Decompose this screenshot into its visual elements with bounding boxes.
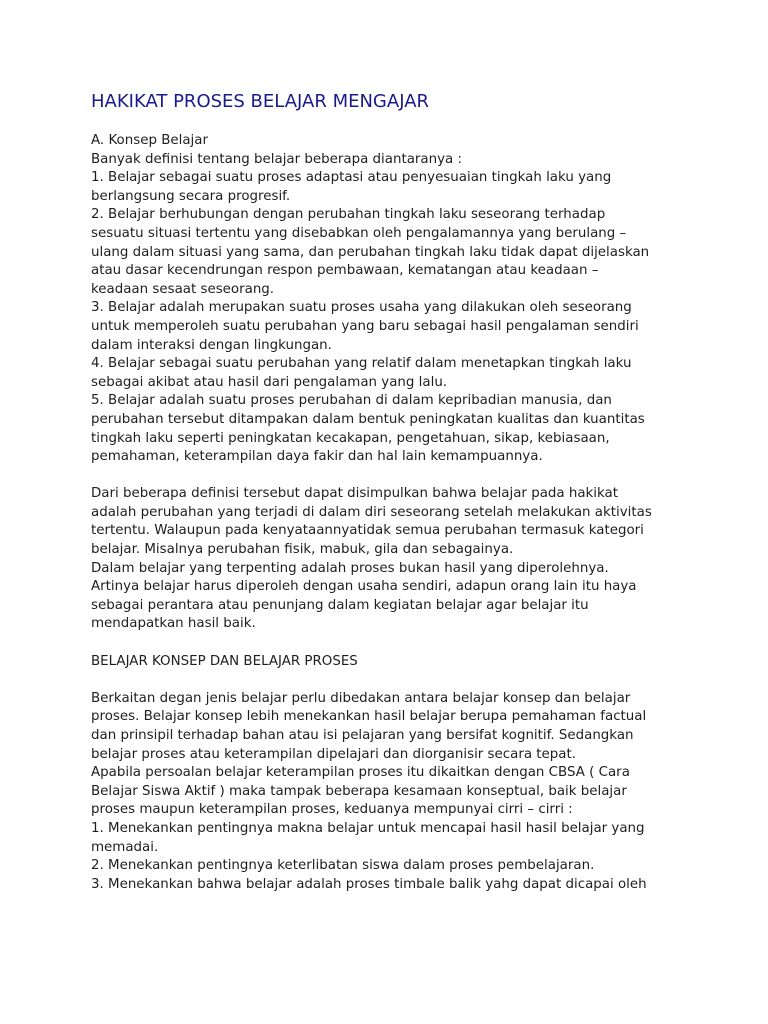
paragraph-line: belajar. Misalnya perubahan fisik, mabuk, gila dan sebagainya. xyxy=(91,542,514,558)
section-heading: BELAJAR KONSEP DAN BELAJAR PROSES xyxy=(91,653,358,669)
paragraph-line: sebagai perantara atau penunjang dalam kegiatan belajar agar belajar itu xyxy=(91,597,589,613)
paragraph-line: ulang dalam situasi yang sama, dan perubahan tingkah laku tidak dapat dijelaskan xyxy=(91,244,650,260)
paragraph-line: Belajar Siswa Aktif ) maka tampak beberapa kesamaan konseptual, baik belajar xyxy=(91,783,627,799)
paragraph-line: 1. Menekankan pentingnya makna belajar untuk mencapai hasil hasil belajar yang xyxy=(91,820,645,836)
paragraph-line: 2. Belajar berhubungan dengan perubahan tingkah laku seseorang terhadap xyxy=(91,207,606,223)
paragraph-line: tingkah laku seperti peningkatan kecakapan, pengetahuan, sikap, kebiasaan, xyxy=(91,430,610,446)
document-title: HAKIKAT PROSES BELAJAR MENGAJAR xyxy=(91,91,430,112)
paragraph-line: atau dasar kecendrungan respon pembawaan, kematangan atau keadaan – xyxy=(91,263,599,279)
paragraph-line: tertentu. Walaupun pada kenyataannyatidak semua perubahan termasuk kategori xyxy=(91,523,644,539)
paragraph-line: Dari beberapa definisi tersebut dapat disimpulkan bahwa belajar pada hakikat xyxy=(91,486,619,502)
section-belajar-konsep xyxy=(91,690,691,895)
paragraph-line: Artinya belajar harus diperoleh dengan usaha sendiri, adapun orang lain itu haya xyxy=(91,579,637,595)
paragraph-line: untuk memperoleh suatu perubahan yang baru sebagai hasil pengalaman sendiri xyxy=(91,318,639,334)
paragraph-line: sebagai akibat atau hasil dari pengalaman yang lalu. xyxy=(91,374,448,390)
paragraph-line: adalah perubahan yang terjadi di dalam diri seseorang setelah melakukan aktivitas xyxy=(91,504,652,520)
paragraph-line: A. Konsep Belajar xyxy=(91,133,208,148)
paragraph-line: berlangsung secara progresif. xyxy=(91,188,291,204)
paragraph-line: 4. Belajar sebagai suatu perubahan yang relatif dalam menetapkan tingkah laku xyxy=(91,356,632,372)
paragraph-line: belajar proses atau keterampilan dipelajari dan diorganisir secara tepat. xyxy=(91,746,577,762)
paragraph-line: dan prinsipil terhadap bahan atau isi pelajaran yang bersifat kognitif. Sedangkan xyxy=(91,728,634,743)
paragraph-spacer xyxy=(91,467,691,486)
paragraph-line: 1. Belajar sebagai suatu proses adaptasi atau penyesuaian tingkah laku yang xyxy=(91,170,612,186)
paragraph-line: 3. Belajar adalah merupakan suatu proses usaha yang dilakukan oleh seseorang xyxy=(91,300,632,316)
paragraph-line: mendapatkan hasil baik. xyxy=(91,616,256,632)
paragraph-line: perubahan tersebut ditampakan dalam bentuk peningkatan kualitas dan kuantitas xyxy=(91,411,645,427)
document-body xyxy=(91,132,691,894)
paragraph-line: Apabila persoalan belajar keterampilan proses itu dikaitkan dengan CBSA ( Cara xyxy=(91,765,630,781)
paragraph-line: Banyak definisi tentang belajar beberapa diantaranya : xyxy=(91,151,462,167)
paragraph-line: proses. Belajar konsep lebih menekankan hasil belajar berupa pemahaman factual xyxy=(91,709,647,725)
paragraph-line: dalam interaksi dengan lingkungan. xyxy=(91,337,332,353)
paragraph-line: 3. Menekankan bahwa belajar adalah proses timbale balik yahg dapat dicapai oleh xyxy=(91,876,647,892)
section-konsep-belajar xyxy=(91,132,691,467)
paragraph-line: Berkaitan degan jenis belajar perlu dibedakan antara belajar konsep dan belajar xyxy=(91,690,631,706)
section-heading-belajar-konsep xyxy=(91,653,691,672)
paragraph-line: 5. Belajar adalah suatu proses perubahan di dalam kepribadian manusia, dan xyxy=(91,393,612,409)
paragraph-line: Dalam belajar yang terpenting adalah proses bukan hasil yang diperolehnya. xyxy=(91,560,609,576)
paragraph-line: memadai. xyxy=(91,839,159,855)
paragraph-line: 2. Menekankan pentingnya keterlibatan siswa dalam proses pembelajaran. xyxy=(91,858,595,874)
section-kesimpulan xyxy=(91,485,691,634)
paragraph-spacer xyxy=(91,634,691,653)
paragraph-line: keadaan sesaat seseorang. xyxy=(91,281,275,297)
paragraph-line: sesuatu situasi tertentu yang disebabkan oleh pengalamannya yang berulang – xyxy=(91,225,627,241)
paragraph-line: proses maupun keterampilan proses, keduanya mempunyai cirri – cirri : xyxy=(91,802,573,818)
paragraph-spacer xyxy=(91,671,691,690)
paragraph-line: pemahaman, keterampilan daya fakir dan hal lain kemampuannya. xyxy=(91,449,543,465)
